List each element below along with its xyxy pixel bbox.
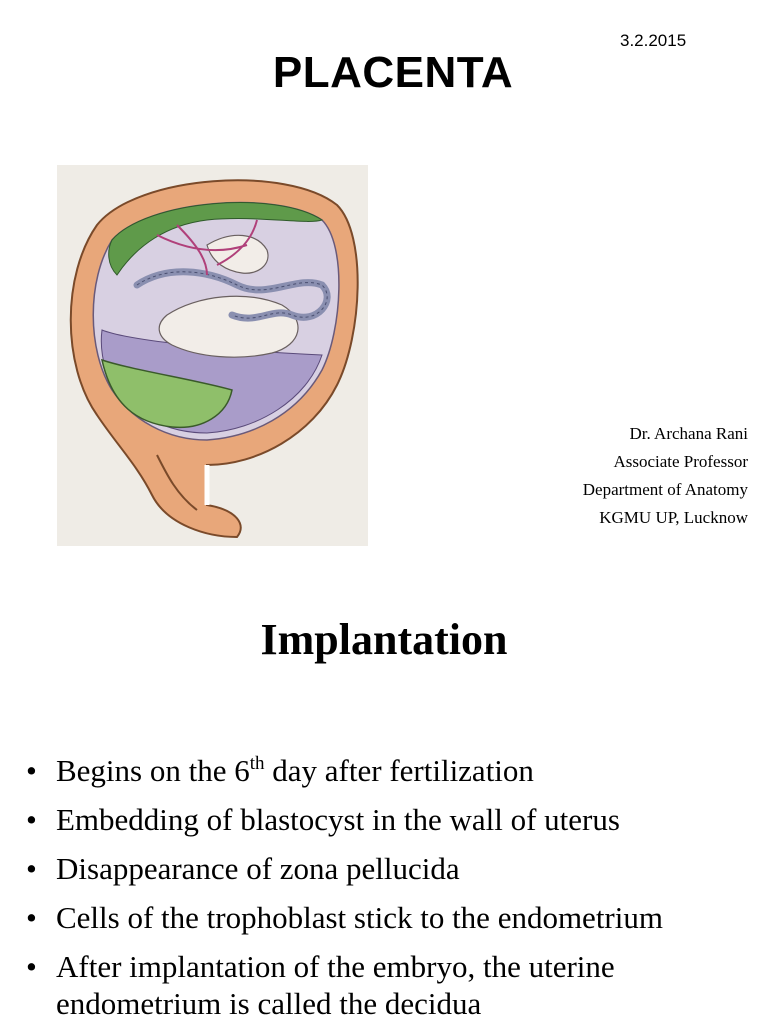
author-department: Department of Anatomy (582, 480, 748, 499)
list-item (26, 801, 766, 838)
list-item (26, 752, 766, 789)
list-item (26, 948, 766, 1022)
author-institution: KGMU UP, Lucknow (599, 508, 748, 527)
author-name: Dr. Archana Rani (629, 424, 748, 443)
author-position: Associate Professor (613, 452, 748, 471)
bullet-text: day after fertilization (264, 753, 534, 788)
author-block (583, 420, 748, 532)
bullet-text: After implantation of the embryo, the uterine endometrium is called the decidua (56, 949, 615, 1021)
bullet-icon: • (26, 900, 37, 935)
bullet-list (26, 752, 766, 1034)
list-item (26, 899, 766, 936)
slide-date: 3.2.2015 (620, 31, 687, 50)
bullet-text: Cells of the trophoblast stick to the endometrium (56, 900, 663, 935)
bullet-icon: • (26, 802, 37, 837)
bullet-text: Begins on the 6 (56, 753, 250, 788)
slide-title: PLACENTA (272, 48, 514, 97)
bullet-icon: • (26, 851, 37, 886)
uterus-fetus-illustration (57, 165, 368, 546)
bullet-icon: • (26, 949, 37, 984)
list-item (26, 850, 766, 887)
bullet-text: Disappearance of zona pellucida (56, 851, 460, 886)
section-title: Implantation (260, 615, 508, 664)
bullet-icon: • (26, 753, 37, 788)
bullet-text: Embedding of blastocyst in the wall of uterus (56, 802, 620, 837)
bullet-superscript: th (249, 753, 265, 774)
